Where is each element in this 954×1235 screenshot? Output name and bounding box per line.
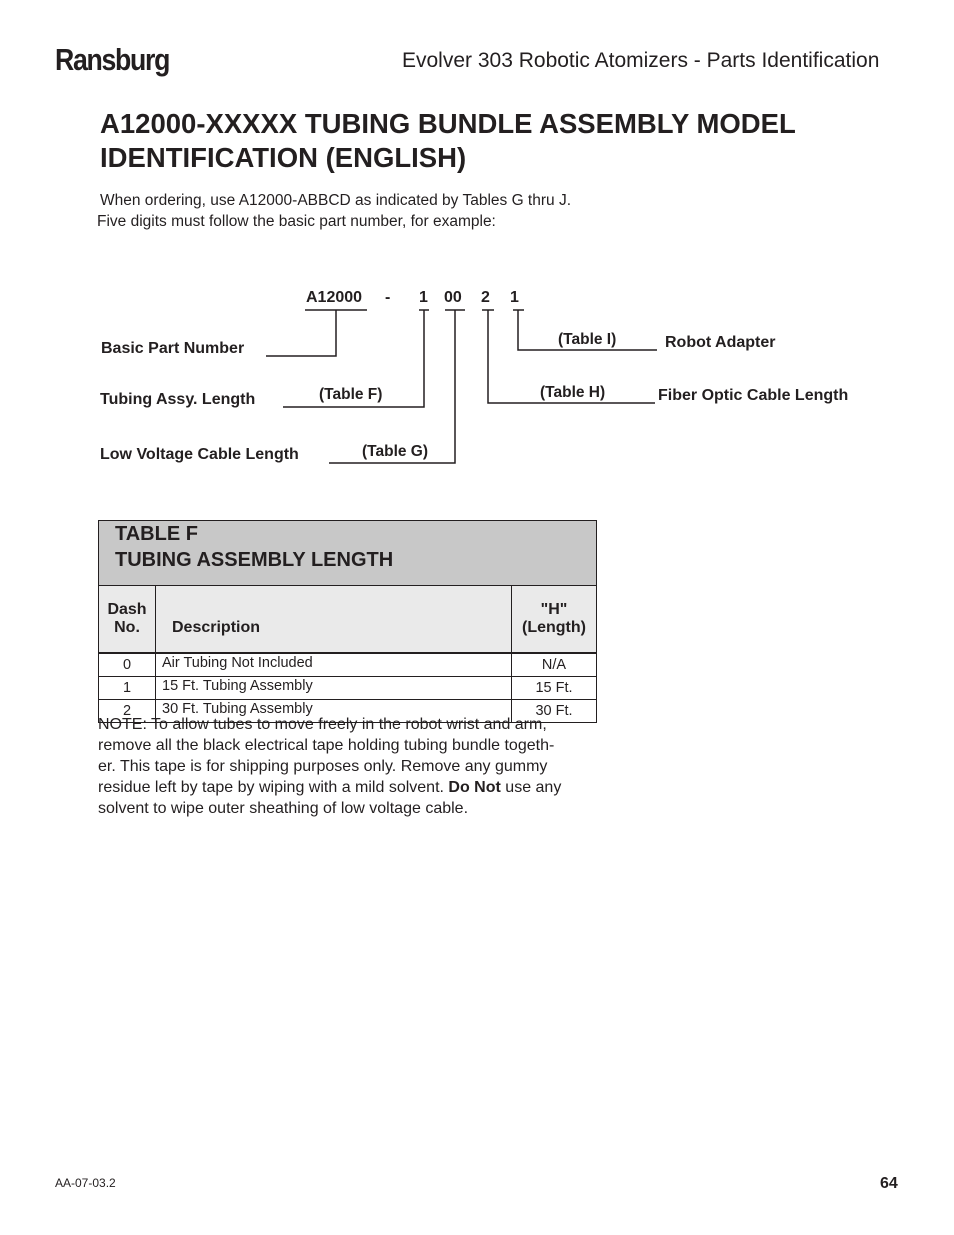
table-f-title: TABLE F <box>115 523 198 545</box>
note-line <box>98 777 598 798</box>
label-tubing-length: Tubing Assy. Length <box>100 391 256 408</box>
header-title: Evolver 303 Robotic Atomizers - Parts Identification <box>402 49 880 72</box>
label-robot-adapter: Robot Adapter <box>665 334 776 351</box>
note-line4-start: residue left by tape by wiping with a mild solvent. <box>98 779 449 796</box>
ref-table-f: (Table F) <box>319 386 383 403</box>
label-basic-part-number: Basic Part Number <box>101 340 245 357</box>
col-length-line1: "H" <box>540 601 568 618</box>
col-description: Description <box>156 586 512 653</box>
digit-c: 2 <box>481 289 490 306</box>
cell-dash: 1 <box>99 677 156 700</box>
note-line: er. This tape is for shipping purposes only. Remove any gummy <box>98 758 548 775</box>
part-number-dash: - <box>385 289 391 306</box>
note-paragraph <box>98 714 598 819</box>
brand-logo: Ransburg <box>55 42 170 77</box>
cell-description: Air Tubing Not Included <box>156 653 512 677</box>
footer-doc-code: AA-07-03.2 <box>55 1176 116 1190</box>
page-title-line1: A12000-XXXXX TUBING BUNDLE ASSEMBLY MODEL <box>100 108 796 139</box>
diagram-leader-lines <box>0 0 954 500</box>
table-f-header <box>99 521 596 586</box>
table-f-column-headers <box>99 586 596 653</box>
table-f-grid <box>99 586 596 722</box>
table-f <box>98 520 597 723</box>
cell-dash: 2 <box>99 700 156 723</box>
label-fiber-optic-length: Fiber Optic Cable Length <box>658 387 849 404</box>
label-low-voltage-length: Low Voltage Cable Length <box>100 446 299 463</box>
intro-line2: Five digits must follow the basic part number, for example: <box>97 213 496 230</box>
basic-part-leader <box>266 310 336 356</box>
intro-line1: When ordering, use A12000-ABBCD as indicated by Tables G thru J. <box>100 192 572 209</box>
ref-table-h: (Table H) <box>540 384 606 401</box>
cell-length: 15 Ft. <box>512 677 597 700</box>
digit-d: 1 <box>510 289 519 306</box>
page-number: 64 <box>880 1175 898 1192</box>
col-length <box>512 586 597 653</box>
table-row <box>99 677 596 700</box>
note-line4-end: use any <box>500 779 562 796</box>
cell-description: 15 Ft. Tubing Assembly <box>156 677 512 700</box>
col-dash-line1: Dash <box>107 601 147 618</box>
col-dash-no <box>99 586 156 653</box>
table-row <box>99 653 596 677</box>
note-line: NOTE: To allow tubes to move freely in the robot wrist and arm, <box>98 716 547 733</box>
col-length-line2: (Length) <box>522 619 586 636</box>
basic-part-number-value: A12000 <box>306 289 363 306</box>
digits-bb: 00 <box>444 289 462 306</box>
ref-table-g: (Table G) <box>362 443 429 460</box>
page-title-line2: IDENTIFICATION (ENGLISH) <box>100 142 467 173</box>
digit-a: 1 <box>419 289 428 306</box>
note-line: remove all the black electrical tape holding tubing bundle togeth- <box>98 737 555 754</box>
cell-length: 30 Ft. <box>512 700 597 723</box>
col-dash-line2: No. <box>114 619 140 636</box>
cell-length: N/A <box>541 657 567 673</box>
note-emphasis-do-not: Do Not <box>448 779 501 796</box>
cell-dash: 0 <box>99 653 156 677</box>
cell-description: 30 Ft. Tubing Assembly <box>156 700 512 723</box>
ref-table-i: (Table I) <box>558 331 617 348</box>
table-f-subtitle: TUBING ASSEMBLY LENGTH <box>115 549 394 571</box>
note-line: solvent to wipe outer sheathing of low voltage cable. <box>98 800 469 817</box>
